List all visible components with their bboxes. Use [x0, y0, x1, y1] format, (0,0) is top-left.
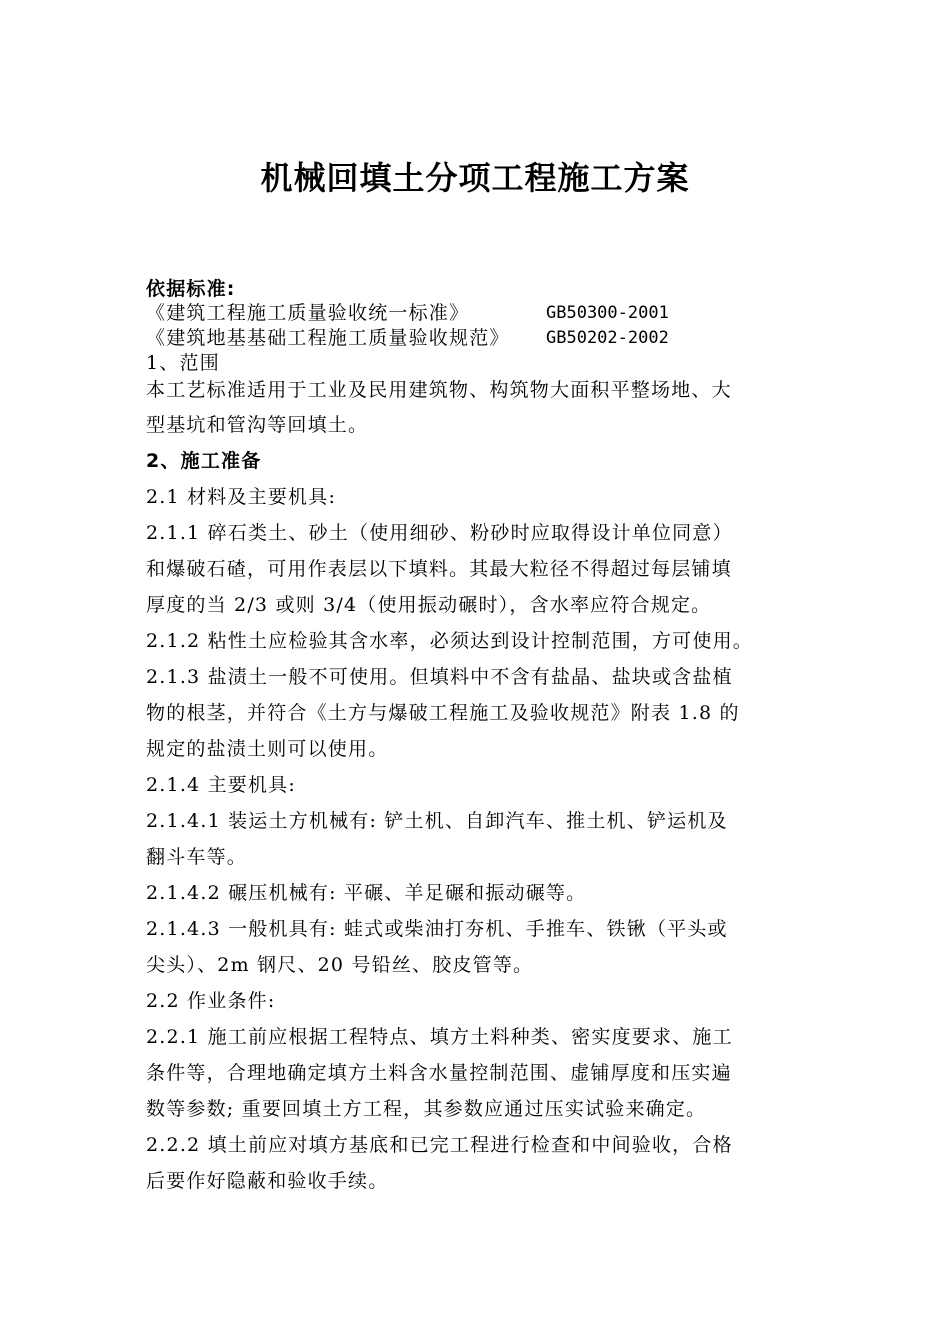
body-line: 2.2.1 施工前应根据工程特点、填方土料种类、密实度要求、施工 [146, 1026, 733, 1048]
body-line: 后要作好隐蔽和验收手续。 [146, 1170, 389, 1192]
standard-code-2: GB50202-2002 [546, 328, 669, 348]
standard-name-2: 《建筑地基基础工程施工质量验收规范》 [146, 327, 510, 349]
body-line: 2.1 材料及主要机具: [146, 486, 337, 508]
body-line: 2.1.3 盐渍土一般不可使用。但填料中不含有盐晶、盐块或含盐植 [146, 666, 733, 688]
standard-code-1: GB50300-2001 [546, 303, 669, 323]
body-line: 规定的盐渍土则可以使用。 [146, 738, 389, 760]
section-1-heading: 1、范围 [146, 352, 220, 374]
body-line: 和爆破石碴，可用作表层以下填料。其最大粒径不得超过每层铺填 [146, 558, 732, 580]
body-line: 2.1.2 粘性土应检验其含水率，必须达到设计控制范围，方可使用。 [146, 630, 753, 652]
body-line: 2.1.4.3 一般机具有: 蛙式或柴油打夯机、手推车、铁锹（平头或 [146, 918, 728, 940]
body-line: 物的根茎，并符合《土方与爆破工程施工及验收规范》附表 1.8 的 [146, 702, 740, 724]
body-line: 2.2 作业条件: [146, 990, 276, 1012]
standard-name-1: 《建筑工程施工质量验收统一标准》 [146, 302, 470, 324]
basis-heading: 依据标准: [146, 278, 236, 300]
body-line: 2.1.4.1 装运土方机械有: 铲土机、自卸汽车、推土机、铲运机及 [146, 810, 728, 832]
body-line: 2.1.4.2 碾压机械有: 平碾、羊足碾和振动碾等。 [146, 882, 587, 904]
body-line: 翻斗车等。 [146, 846, 248, 868]
body-line: 数等参数; 重要回填土方工程，其参数应通过压实试验来确定。 [146, 1098, 707, 1120]
body-line: 2.1.4 主要机具: [146, 774, 296, 796]
body-line: 条件等，合理地确定填方土料含水量控制范围、虚铺厚度和压实遍 [146, 1062, 732, 1084]
body-line: 厚度的当 2/3 或则 3/4（使用振动碾时），含水率应符合规定。 [146, 594, 712, 616]
section-1-line: 本工艺标准适用于工业及民用建筑物、构筑物大面积平整场地、大 [146, 379, 732, 401]
body-line: 2.1.1 碎石类土、砂土（使用细砂、粉砂时应取得设计单位同意） [146, 522, 733, 544]
section-1-line: 型基坑和管沟等回填土。 [146, 414, 369, 436]
body-line: 2.2.2 填土前应对填方基底和已完工程进行检查和中间验收，合格 [146, 1134, 733, 1156]
body-line: 尖头）、2m 钢尺、20 号铅丝、胶皮管等。 [146, 954, 534, 976]
document-title: 机械回填土分项工程施工方案 [260, 159, 690, 197]
section-2-heading: 2、施工准备 [146, 450, 262, 472]
